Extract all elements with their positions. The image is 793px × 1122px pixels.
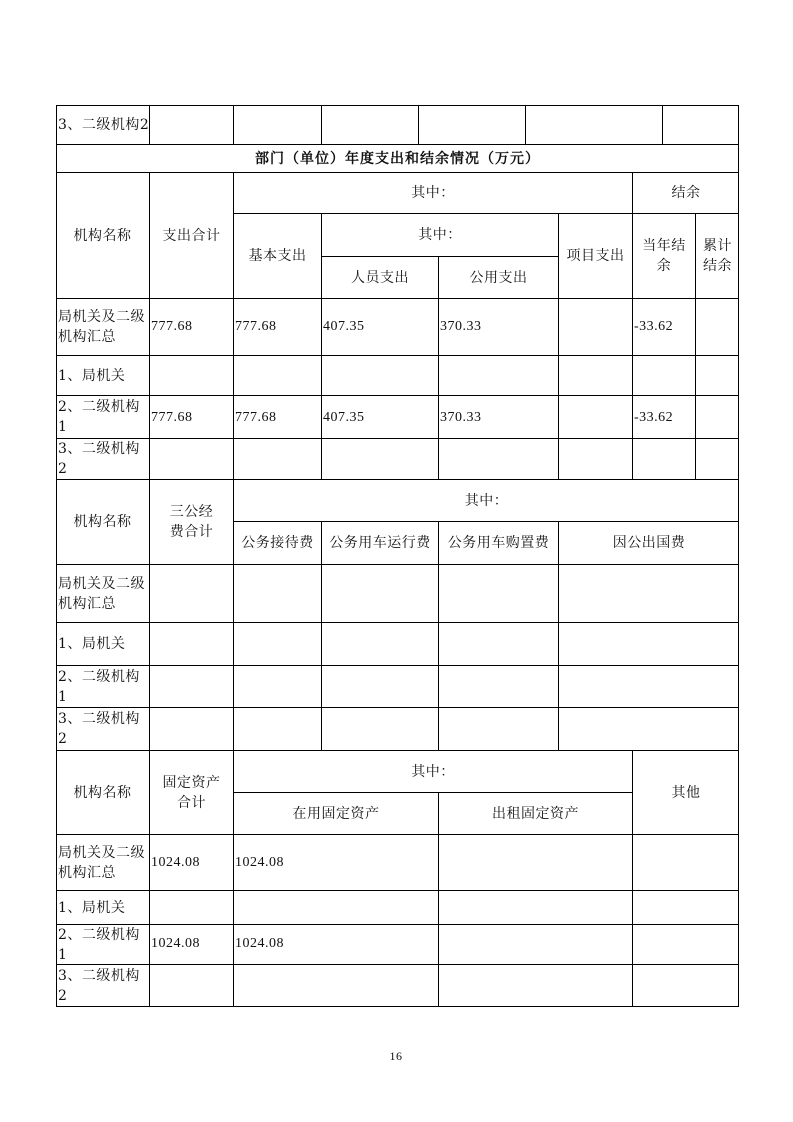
row-current-balance: -33.62 bbox=[634, 410, 674, 425]
header-project-expense: 项目支出 bbox=[566, 248, 625, 264]
row-public: 370.33 bbox=[440, 319, 482, 334]
row-org-name: 3、二级机构2 bbox=[58, 711, 140, 747]
header-among: 其中： bbox=[464, 492, 509, 509]
header-among: 其中： bbox=[411, 185, 455, 201]
header-basic-expense: 基本支出 bbox=[248, 248, 307, 264]
row-org-name: 局机关及二级机构汇总 bbox=[58, 575, 145, 612]
header-three-public-total: 三公经费合计 bbox=[169, 504, 214, 540]
row-org-name: 2、二级机构1 bbox=[58, 399, 140, 435]
row-org-name: 局机关及二级机构汇总 bbox=[58, 309, 145, 345]
header-other: 其他 bbox=[671, 784, 701, 801]
row-personnel: 407.35 bbox=[323, 410, 365, 425]
row-public: 370.33 bbox=[440, 410, 482, 425]
header-among: 其中： bbox=[411, 763, 455, 780]
row-fixed-asset-total: 1024.08 bbox=[151, 855, 200, 870]
header-org-name: 机构名称 bbox=[73, 784, 132, 801]
org-name-cell: 3、二级机构2 bbox=[58, 117, 150, 133]
header-expense-total: 支出合计 bbox=[162, 227, 221, 244]
row-org-name: 3、二级机构2 bbox=[58, 967, 140, 1004]
row-basic-expense: 777.68 bbox=[235, 319, 277, 334]
header-among-sub: 其中： bbox=[418, 227, 462, 243]
header-balance: 结余 bbox=[671, 185, 701, 201]
section-title: 部门（单位）年度支出和结余情况（万元） bbox=[255, 150, 540, 167]
page-number: 16 bbox=[389, 1049, 403, 1063]
row-in-use-assets: 1024.08 bbox=[235, 855, 284, 870]
header-accum-balance: 累计结余 bbox=[703, 238, 732, 274]
row-basic-expense: 777.68 bbox=[235, 410, 277, 425]
row-org-name: 1、局机关 bbox=[58, 636, 126, 652]
header-abroad: 因公出国费 bbox=[612, 535, 686, 551]
header-rented-assets: 出租固定资产 bbox=[492, 805, 579, 822]
row-expense-total: 777.68 bbox=[151, 410, 193, 425]
header-current-balance: 当年结余 bbox=[642, 238, 686, 274]
header-public: 公用支出 bbox=[469, 269, 528, 286]
header-in-use-assets: 在用固定资产 bbox=[292, 805, 380, 822]
row-current-balance: -33.62 bbox=[634, 319, 674, 334]
row-fixed-asset-total: 1024.08 bbox=[151, 936, 200, 951]
header-org-name: 机构名称 bbox=[73, 227, 132, 244]
header-personnel: 人员支出 bbox=[351, 269, 409, 286]
row-expense-total: 777.68 bbox=[151, 319, 193, 334]
row-org-name: 局机关及二级机构汇总 bbox=[58, 844, 145, 881]
row-org-name: 3、二级机构2 bbox=[58, 441, 140, 477]
row-org-name: 2、二级机构1 bbox=[58, 926, 140, 963]
row-org-name: 1、局机关 bbox=[58, 899, 126, 916]
header-fixed-asset-total: 固定资产合计 bbox=[162, 774, 221, 811]
header-vehicle-running: 公务用车运行费 bbox=[329, 535, 431, 551]
row-org-name: 1、局机关 bbox=[58, 367, 126, 384]
header-org-name: 机构名称 bbox=[73, 514, 132, 530]
row-personnel: 407.35 bbox=[323, 319, 365, 334]
row-in-use-assets: 1024.08 bbox=[235, 936, 284, 951]
row-org-name: 2、二级机构1 bbox=[58, 668, 140, 705]
header-vehicle-purchase: 公务用车购置费 bbox=[447, 535, 550, 551]
header-reception: 公务接待费 bbox=[241, 535, 314, 551]
